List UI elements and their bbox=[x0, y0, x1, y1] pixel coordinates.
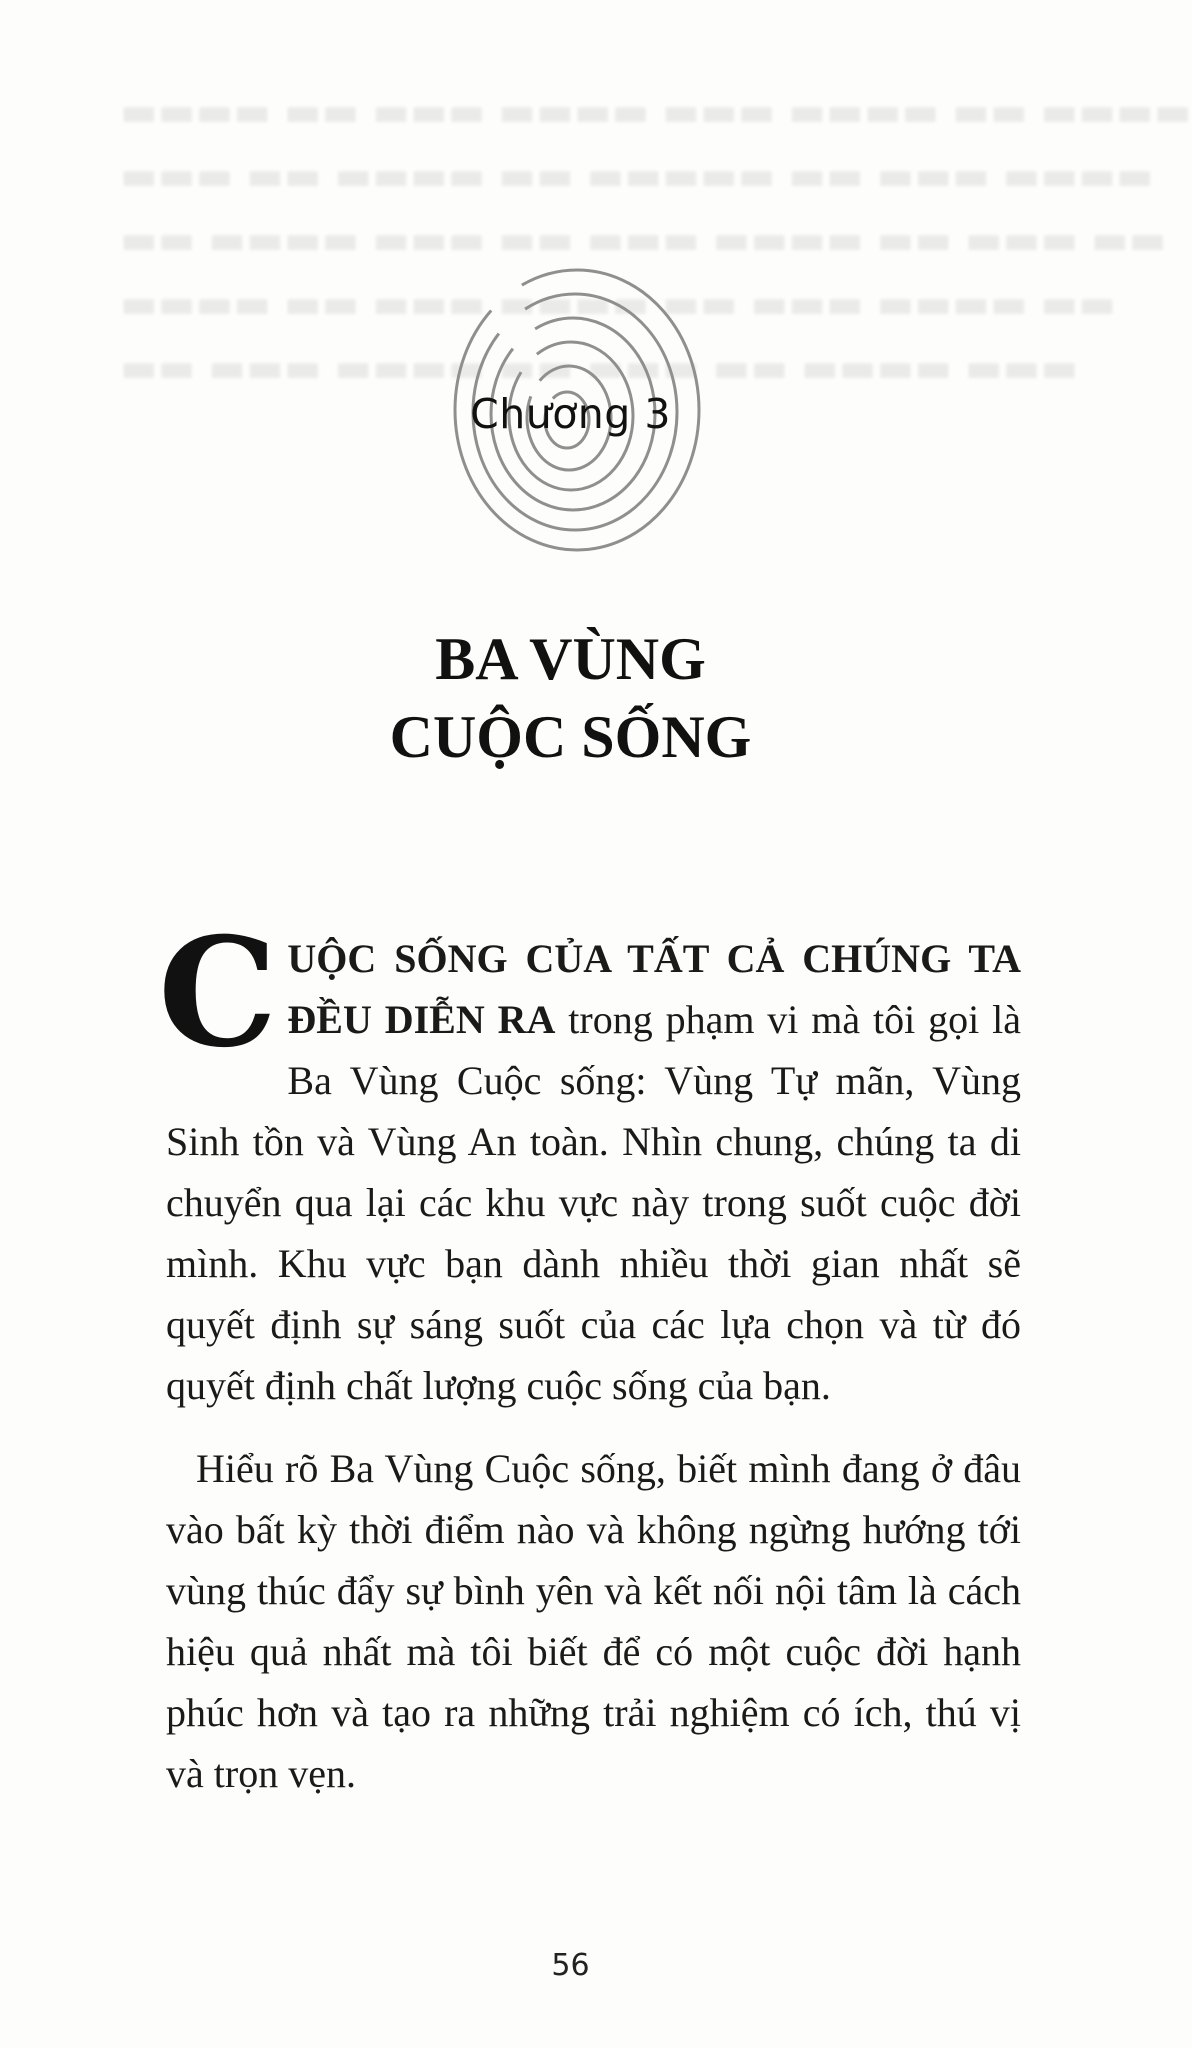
bleed-through-text: ▬▬▬▬ ▬▬ ▬▬▬ ▬▬▬▬ ▬▬▬ ▬▬▬▬ ▬▬ ▬▬▬▬ ▬▬▬ ▬▬ ▬▬▬▬ ▬▬ ▬▬▬▬▬ ▬▬ ▬▬▬ ▬▬▬▬ ▬▬ ▬▬▬▬ ▬▬▬ ▬▬ ▬▬▬ ▬▬▬▬ ▬▬ ▬▬▬ ▬▬ ▬▬▬▬ ▬▬ ▬▬▬ ▬▬▬▬ ▬▬ ▬▬▬ ▬▬▬▬ ▬▬ ▬▬ ▬▬▬ ▬▬▬▬ ▬▬ ▬▬▬ ▬▬ ▬▬▬▬ ▬▬▬ bbox=[120, 89, 1192, 391]
drop-cap: C bbox=[158, 905, 278, 1081]
paragraph-2: Hiểu rõ Ba Vùng Cuộc sống, biết mình đang ở đâu vào bất kỳ thời điểm nào và không ngừng hướng tới vùng thúc đẩy sự bình yên và kết nối nội tâm là cách hiệu quả nhất mà tôi biết để có một cuộc đời hạnh phúc hơn và tạo ra những trải nghiệm có ích, thú vị và trọn vẹn. bbox=[166, 1446, 1021, 1796]
chapter-title bbox=[0, 620, 1141, 776]
lead-in-caps: UỘC SỐNG CỦA TẤT CẢ CHÚNG TA ĐỀU DIỄN RA bbox=[287, 936, 1021, 1042]
page-number: 56 bbox=[551, 1948, 590, 1983]
paragraph-1-text: trong phạm vi mà tôi gọi là Ba Vùng Cuộc sống: Vùng Tự mãn, Vùng Sinh tồn và Vùng An toàn. Nhìn chung, chúng ta di chuyển qua lại các khu vực này trong suốt cuộc đời mình. Khu vực bạn dành nhiều thời gian nhất sẽ quyết định sự sáng suốt của các lựa chọn và từ đó quyết định chất lượng cuộc sống của bạn. bbox=[166, 997, 1021, 1408]
paragraph-1 bbox=[158, 905, 1021, 1416]
chapter-title-line-2: CUỘC SỐNG bbox=[389, 704, 752, 770]
chapter-label: Chương 3 bbox=[470, 390, 671, 438]
chapter-title-line-1: BA VÙNG bbox=[435, 626, 706, 692]
body-text bbox=[158, 905, 1021, 1804]
